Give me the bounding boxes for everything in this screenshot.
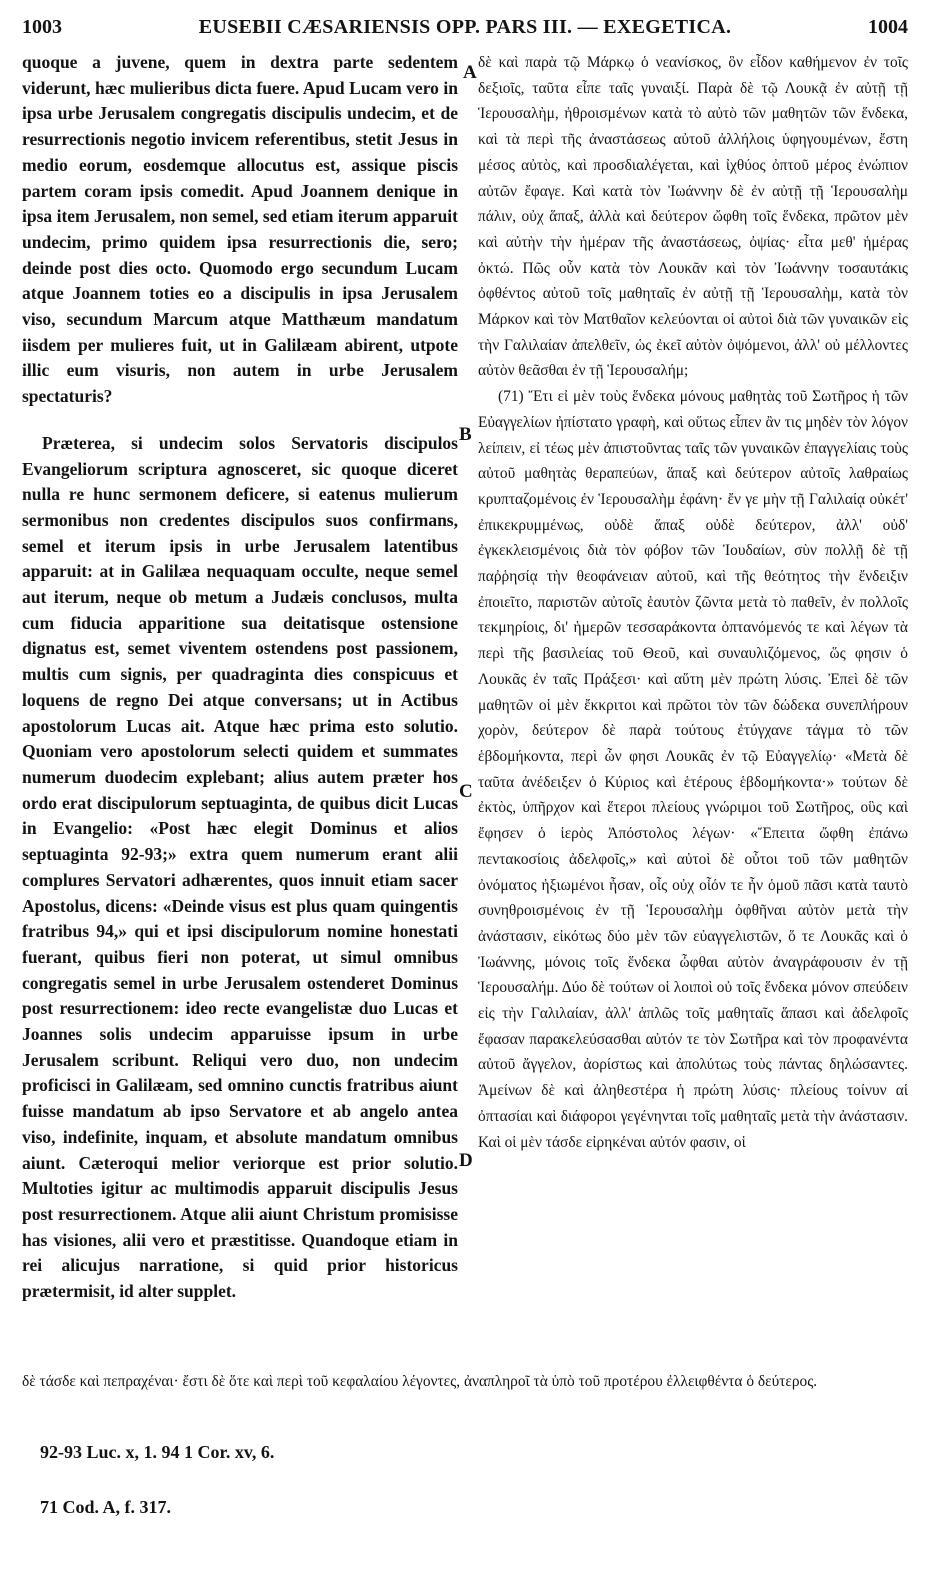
greek-paragraph-2: (71) Ἔτι εἰ μὲν τοὺς ἕνδεκα μόνους μαθητὰς τοῦ Σωτῆρος ἡ τῶν Εὐαγγελίων ἠπίστατο γραφὴ, καὶ οὕτως εἶπεν ἂν τις μηδὲν τὸν λόγον λείπειν, εἰ τέως μὲν ἀπιστοῦντας ταῖς τῶν γυναικῶν ἐπαγγελίαις τοὺς αὐτοῦ μαθητὰς θεραπεύων, ἅπαξ καὶ δεύτερον αὐτοῖς λαθραίως κρυπταζομένοις ἐν Ἱερουσαλὴμ ἐφάνη· ἔν γε μὴν τῇ Γαλιλαίᾳ οὐκέτ' ἐπικεκρυμμένως, οὐδὲ ἅπαξ οὐδὲ δεύτερον, ἀλλ' οὐδ' ἐγκεκλεισμένοις διὰ τὸν φόβον τῶν Ἰουδαίων, σὺν πολλῇ δὲ τῇ παῤῥησίᾳ τὴν θεοφάνειαν αὐτοῦ, καὶ τῆς θεότητος τὴν ἔνδειξιν ἐποιεῖτο, παριστῶν αὐτοῖς ἑαυτὸν ζῶντα μετὰ τὸ παθεῖν, ἐν πολλοῖς τεκμηρίοις, δι' ἡμερῶν τεσσαράκοντα ὀπτανόμενός τε καὶ λέγων τὰ περὶ τῆς βασιλείας τοῦ Θεοῦ, καὶ συναυλιζόμενος, ὥς φησιν ὁ Λουκᾶς ἐν ταῖς Πράξεσι· καὶ αὕτη μὲν πρώτη λύσις. Ἐπεὶ δὲ τῶν μαθητῶν οἱ μὲν ἔκκριτοι καὶ πρῶτοι τὸν τῶν δώδεκα συνεπλήρουν χορὸν, δεύτερον δὲ παρὰ τούτους ἐτύγχανε τάγμα τὸ τῶν ἑβδομήκοντα, περὶ ὧν φησι Λουκᾶς ἐν τῷ Εὐαγγελίῳ· «Μετὰ δὲ ταῦτα ἀνέδειξεν ὁ Κύριος καὶ ἑτέρους ἑβδομήκοντα·» τούτων δὲ ἐκτὸς, ὑπῆρχον καὶ ἕτεροι πλείους γνώριμοι τοῦ Σωτῆρος, οὓς καὶ ἔφησεν ὁ ἱερὸς Ἀπόστολος λέγων· «Ἔπειτα ὤφθη ἐπάνω πεντακοσίοις ἀδελφοῖς,» καὶ αὐτοὶ δὲ οὗτοι τοῦ τῶν μαθητῶν ὀνόματος ἠξιωμένοι ἦσαν, οἷς οὐχ οἷόν τε ἦν ὁμοῦ πᾶσι κατὰ ταυτὸ συνηθροισμένοις ἐν τῇ Ἱερουσαλὴμ ὀφθῆναι αὐτὸν μετὰ τὴν ἀνάστασιν, εἰκότως δύο μὲν τῶν εὐαγγελιστῶν, ὅ τε Λουκᾶς καὶ ὁ Ἰωάννης, μόνοις τοῖς ἕνδεκα ὦφθαι αὐτὸν ἀναγράφουσιν ἐν τῇ Ἱερουσαλήμ. Δύο δὲ τούτων οἱ λοιποὶ οὐ τοῖς ἕνδεκα μόνον σπεύδειν εἰς τὴν Γαλιλαίαν, ἀλλ' ἁπλῶς τοῖς μαθηταῖς ἅπασι καὶ ἀδελφοῖς ἔφασαν παρακελεύσασθαι αὐτόν τε τὸν Σωτῆρα καὶ τὸν προφανέντα αὐτοῦ ἄγγελον, ἀορίστως καὶ ἀπολύτως τοὺς πάντας δηλώσαντες. Ἀμείνων δὲ καὶ ἀληθεστέρα ἡ πρώτη λύσις· πλείους τοίνυν αἱ ὀπτασίαι καὶ διάφοροι γεγένηνται τοῖς μαθηταῖς μετὰ τὴν ἀνάστασιν. Καὶ οἱ μὲν τάσδε εἰρηκέναι αὐτόν φασιν, οἱ [478,388,908,1151]
page-header [22,16,908,46]
footnote-codex: 71 Cod. A, f. 317. [40,1497,172,1517]
latin-column [22,50,458,1368]
margin-marker-a: A [463,62,477,83]
latin-paragraph-2: Præterea, si undecim solos Servatoris discipulos Evangeliorum scriptura agnosceret, sic quoque diceret nulla re hunc sermonem deficere, si eatenus mulierum sermonibus non credentes discipulos suos confirmans, semel et iterum ipsis in urbe Jerusalem latentibus apparuit: at in Galilæa nequaquam occulte, neque semel aut iterum, neque ob metum a Judæis conclusos, multa cum fiducia apparitione sua deitatisque ostensione dignatus est, semet viventem ostendens post passionem, multis cum signis, per quadraginta dies conspicuus et loquens de regno Dei atque conversans; ut in Actibus apostolorum Lucas ait. Atque hæc prima esto solutio. Quoniam vero apostolorum selecti quidem et summates numerum duodecim explebant; alius autem præter hos ordo erat discipulorum septuaginta, de quibus dicit Lucas in Evangelio: «Post hæc elegit Dominus et alios septuaginta 92-93;» extra quem numerum erant alii complures Servatori adhærentes, quos innuit etiam sacer Apostolus, dicens: «Deinde visus est plus quam quingentis fratribus 94,» qui et ipsi discipulorum nomine honestati fuerant, quibus fieri non poterat, ut simul omnibus congregatis semel in urbe Jerusalem ostenderet Dominus post resurrectionem: ideo recte evangelistæ duo Lucas et Joannes solis undecim apparuisse ipsum in urbe Jerusalem scribunt. Reliqui vero duo, non undecim proficisci in Galilæam, sed omnino cunctis fratribus aiunt fuisse mandatum ab ipso Servatore et ab angelo antea viso, indefinite, inquam, et absolute mandatum omnibus aiunt. Cæteroqui melior veriorque est prior solutio. Multoties igitur ac multimodis apparuit discipulis Jesus post resurrectionem. Atque alii aiunt Christum promisisse has visiones, alii vero et præstitisse. Quandoque etiam in rei alicujus narratione, si quid prior historicus prætermisit, id alter supplet. [22,432,458,1302]
greek-continuation-text: δὲ τάσδε καὶ πεπραχέναι· ἔστι δὲ ὅτε καὶ περὶ τοῦ κεφαλαίου λέγοντες, ἀναπληροῖ τὰ ὑπὸ τοῦ προτέρου ἐλλειφθέντα ὁ δεύτερος. [22,1373,818,1390]
greek-paragraph-1: δὲ καὶ παρὰ τῷ Μάρκῳ ὁ νεανίσκος, ὃν εἶδον καθήμενον ἐν τοῖς δεξιοῖς, ταῦτα εἶπε ταῖς γυναιξί. Παρὰ δὲ τῷ Λουκᾷ ἐν αὐτῇ τῇ Ἱερουσαλὴμ, ἠθροισμένων κατὰ τὸ αὐτὸ τῶν μαθητῶν τῶν ἕνδεκα, καὶ τὰ περὶ τῆς ἀναστάσεως αὐτοῦ ἀλλήλοις ὑφηγουμένων, ἔστη μέσος αὐτὸς, καὶ προσδιαλέγεται, καὶ ἰχθύος ὀπτοῦ μέρος ἐνώπιον αὐτῶν ἔφαγε. Καὶ κατὰ τὸν Ἰωάννην δὲ ἐν αὐτῇ τῇ Ἱερουσαλὴμ πάλιν, οὐχ ἅπαξ, ἀλλὰ καὶ δεύτερον ὤφθη τοῖς ἕνδεκα, πρῶτον μὲν καὶ αὐτὴν τὴν ἡμέραν τῆς ἀναστάσεως, ὀψίας· εἶτα μεθ' ἡμέρας ὀκτώ. Πῶς οὖν κατὰ τὸν Λουκᾶν καὶ τὸν Ἰωάννην τοσαυτάκις ὀφθέντος αὐτοῦ τοῖς μαθηταῖς ἐν αὐτῇ τῇ Ἱερουσαλὴμ, κατὰ τὸν Μάρκον καὶ τὸν Ματθαῖον κελεύονται οἱ αὐτοὶ διὰ τῶν γυναικῶν εἰς τὴν Γαλιλαίαν ἀπελθεῖν, ὡς ἐκεῖ αὐτὸν ὀψόμενοι, ἀλλ' οὐ μέλλοντες αὐτὸν θεᾶσθαι ἐν τῇ Ἱερουσαλήμ; [478,54,908,380]
margin-marker-c: C [459,781,473,802]
footnote-references: 92-93 Luc. x, 1. 94 1 Cor. xv, 6. [40,1442,275,1462]
greek-column [478,50,908,1368]
page-number-right: 1004 [868,16,908,38]
margin-marker-b: B [459,424,472,445]
latin-paragraph-1: quoque a juvene, quem in dextra parte sedentem viderunt, hæc mulieribus dicta fuere. Apud Lucam vero in ipsa urbe Jerusalem congregatis discipulis undecim, et de resurrectionis negotio invicem referentibus, stetit Jesus in medio eorum, eosdemque allocutus est, assique piscis partem coram ipsis comedit. Apud Joannem denique in ipsa item Jerusalem, non semel, sed etiam iterum apparuit undecim, primo quidem ipsa resurrectionis die, sero; deinde post dies octo. Quomodo ergo secundum Lucam atque Joannem toties eo a discipulis in ipsa Jerusalem viso, secundum Marcum atque Matthæum mandatum iisdem per mulieres fuit, ut in Galilæam abirent, utpote illic eum visuris, non autem in urbe Jerusalem spectaturis? [22,52,458,407]
margin-marker-d: D [459,1150,473,1171]
running-title: EUSEBII CÆSARIENSIS OPP. PARS III. — EXEGETICA. [198,16,732,38]
page-number-left: 1003 [22,16,62,38]
greek-continuation [22,1369,908,1395]
